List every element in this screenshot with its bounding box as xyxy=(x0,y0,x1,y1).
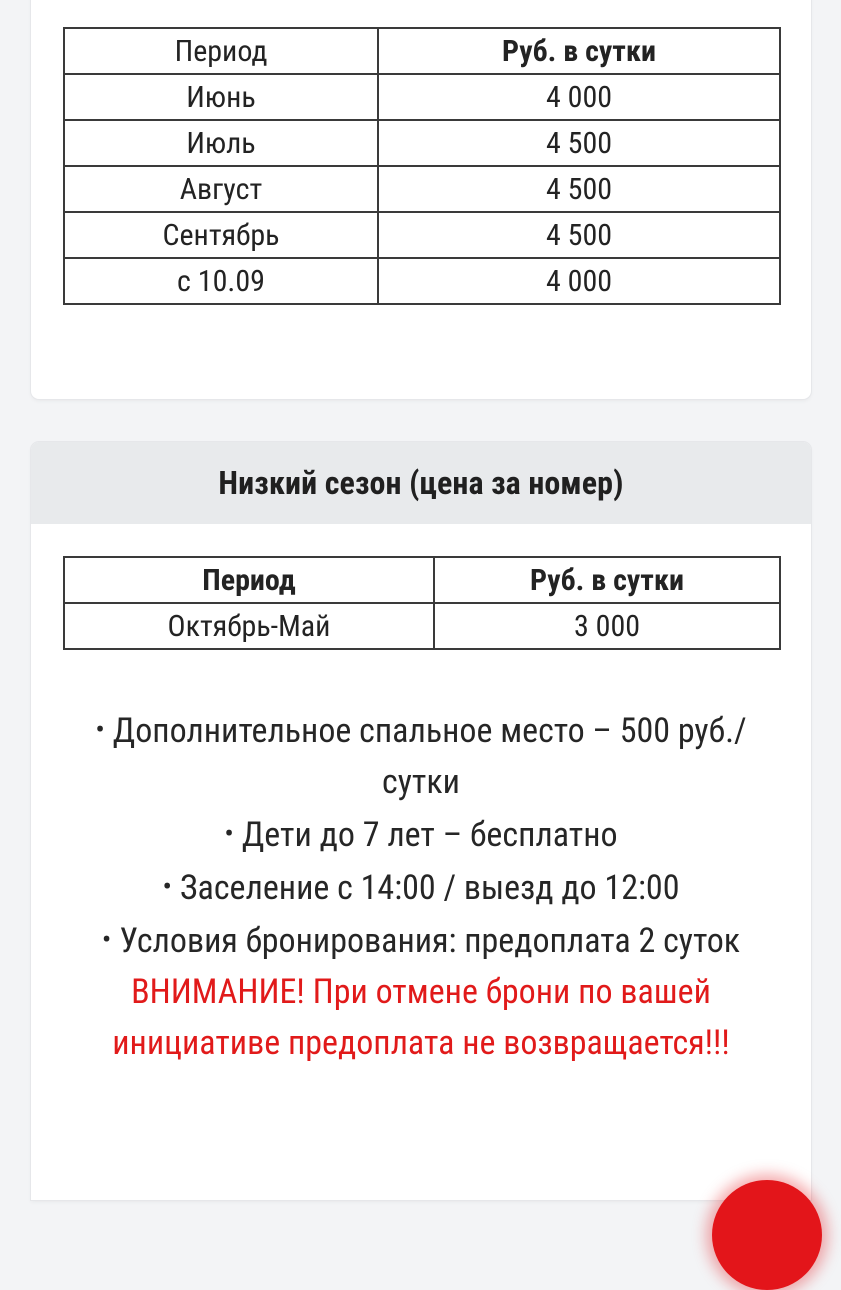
table-row xyxy=(64,74,780,120)
price-cell: 4 000 xyxy=(378,74,780,120)
column-header-period: Период xyxy=(64,557,434,603)
high-season-price-table xyxy=(63,27,781,305)
column-header-price: Руб. в сутки xyxy=(434,557,780,603)
price-cell: 4 500 xyxy=(378,120,780,166)
booking-notes xyxy=(61,704,781,1069)
price-cell: 4 500 xyxy=(378,212,780,258)
bullet-icon: • xyxy=(95,713,105,746)
bullet-icon: • xyxy=(224,817,234,850)
note-text: Дополнительное спальное место – 500 руб./сутки xyxy=(112,711,747,802)
note-item xyxy=(61,808,781,861)
period-cell: Октябрь-Май xyxy=(64,603,434,649)
bullet-icon: • xyxy=(101,923,112,956)
column-header-price: Руб. в сутки xyxy=(378,28,780,74)
price-cell: 4 000 xyxy=(378,258,780,304)
price-cell: 3 000 xyxy=(434,603,780,649)
note-item xyxy=(61,861,781,914)
bullet-icon: • xyxy=(162,870,172,903)
floating-action-button[interactable] xyxy=(712,1180,822,1290)
period-cell: Август xyxy=(64,166,378,212)
column-header-period: Период xyxy=(64,28,378,74)
table-row xyxy=(64,603,780,649)
table-row xyxy=(64,166,780,212)
table-row xyxy=(64,120,780,166)
cancellation-warning: ВНИМАНИЕ! При отмене брони по вашей инициативе предоплата не возвращается!!! xyxy=(112,972,730,1063)
table-row xyxy=(64,212,780,258)
table-header-row xyxy=(64,28,780,74)
high-season-card xyxy=(31,0,811,399)
price-cell: 4 500 xyxy=(378,166,780,212)
period-cell: Сентябрь xyxy=(64,212,378,258)
table-row xyxy=(64,258,780,304)
note-item xyxy=(61,704,781,808)
note-item xyxy=(61,914,781,967)
note-text: Заселение с 14:00 / выезд до 12:00 xyxy=(179,868,680,908)
period-cell: с 10.09 xyxy=(64,258,378,304)
low-season-title: Низкий сезон (цена за номер) xyxy=(218,464,624,502)
period-cell: Июнь xyxy=(64,74,378,120)
table-header-row xyxy=(64,557,780,603)
low-season-price-table xyxy=(63,556,781,650)
note-text: Дети до 7 лет – бесплатно xyxy=(241,815,618,855)
low-season-card xyxy=(31,442,811,1200)
note-text: Условия бронирования: предоплата 2 суток xyxy=(119,921,741,961)
period-cell: Июль xyxy=(64,120,378,166)
low-season-header xyxy=(31,442,811,524)
